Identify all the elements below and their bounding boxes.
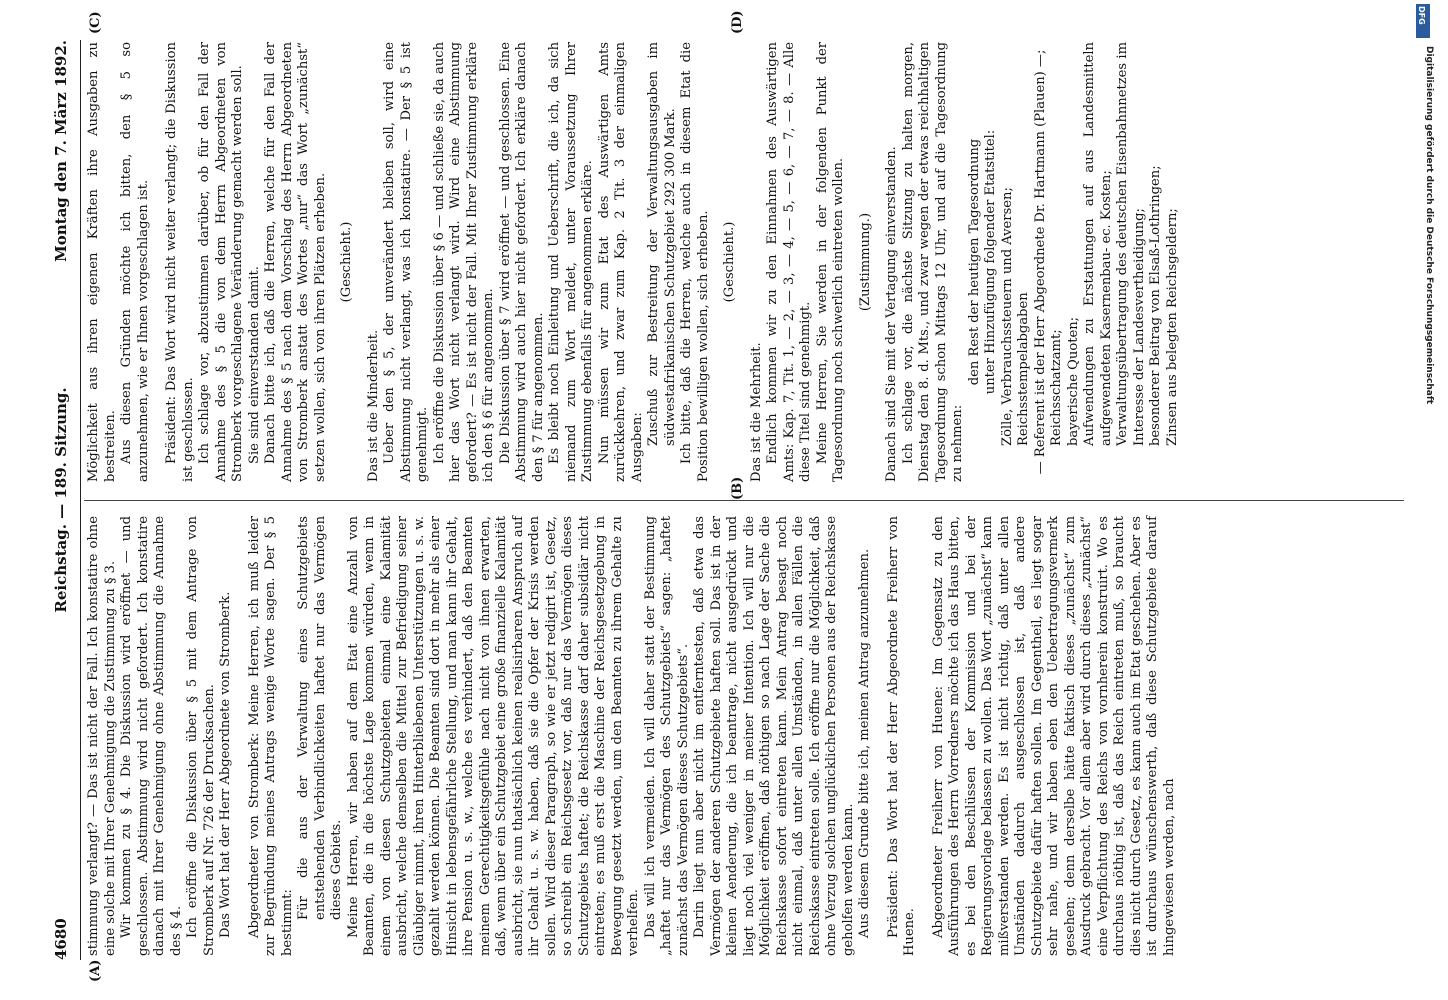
stage-direction: (Zustimmung.)	[857, 212, 873, 312]
agenda-item: Zinsen aus belegten Reichsgeldern;	[1164, 208, 1180, 446]
president-statement: Präsident: Das Wort hat der Herr Abgeordnete Freiherr von Huene.	[885, 516, 917, 956]
paragraph: Ich schlage vor, abzustimmen darüber, ob für den Fall der Annahme des § 5 die von dem Herrn Abgeordneten von Stromberk vorgeschlagene Veränderung gemacht werden soll.	[197, 42, 245, 482]
paragraph: Die Diskussion über § 7 wird eröffnet — und geschlossen. Eine Abstimmung wird auch hier nicht gefordert. Ich erkläre danach den § 7 für angenommen.	[497, 42, 546, 482]
paragraph: Das ist die Minderheit.	[365, 329, 381, 482]
running-title-right: Montag den 7. März 1892.	[52, 40, 70, 262]
margin-mark-d: (D)	[730, 10, 745, 34]
speech-huene: Abgeordneter Freiherr von Huene: Im Gegensatz zu den Ausführungen des Herrn Vorredners möchte ich das Haus bitten, es bei den Beschlüssen der Kommission und bei der Regierungsvorlage belassen zu wollen. Das Wort „zunächst“ kann mißverstanden werden. Es ist nicht richtig, daß unter allen Umständen dadurch ausgeschlossen ist, daß andere Schutzgebiete dafür haften sollen. Im Gegentheil, es liegt sogar sehr nahe, und wir haben eben den Uebertragungsvermerk gesehen; denn derselbe hätte faktisch dieses „zunächst“ zum Ausdruck gebracht. Vor allem aber wird durch dieses „zunächst“ eine Verpflichtung des Reichs von vornherein konstruirt. Wo es durchaus nöthig ist, daß das Reich eintreten muß, so braucht dies nicht durch Gesetz, es kann auch im Etat geschehen. Aber es ist durchaus wünschenswerth, daß diese Schutzgebiete darauf hingewiesen werden, nach	[930, 516, 1177, 956]
budget-item: Zuschuß zur Bestreitung der Verwaltungsausgaben im südwestafrikanischen Schutzgebiet 292 300 Mark.	[646, 42, 678, 446]
paragraph: stimmung verlangt? — Das ist nicht der Fall. Ich konstatire ohne eine solche mit Ihrer Genehmigung die Zustimmung zu § 3.	[86, 516, 118, 956]
right-column	[86, 42, 1181, 482]
dfg-logo-icon	[1416, 4, 1430, 38]
quoted-paragraph: Für die aus der Verwaltung eines Schutzgebiets entstehenden Verbindlichkeiten haftet nur das Vermögen dieses Gebiets.	[296, 516, 344, 920]
paragraph: Nun müssen wir zum Etat des Auswärtigen Amts zurückkehren, und zwar zum Kap. 2 Tit. 3 der einmaligen Ausgaben:	[596, 42, 645, 482]
running-header	[48, 40, 76, 960]
agenda-item: Reichsstempelabgaben	[1016, 292, 1031, 446]
page-number: 4680	[52, 918, 70, 960]
agenda-item: Aufwendungen zu Erstattungen auf aus Landesmitteln aufgewendeten Kasernenbau- ec. Kosten;	[1082, 42, 1114, 446]
agenda-item: Reichsschatzamt;	[1049, 329, 1064, 446]
paragraph: Das will ich vermeiden. Ich will daher statt der Bestimmung „haftet nur das Vermögen des Schutzgebiets“ sagen: „haftet zunächst das Vermögen dieses Schutzgebiets“.	[642, 516, 691, 956]
agenda-item: bayerische Quoten;	[1065, 316, 1081, 446]
agenda-item: Zölle, Verbrauchssteuern und Aversen;	[999, 187, 1015, 446]
paragraph: Danach sind Sie mit der Vertagung einverstanden.	[884, 146, 899, 482]
paragraph: Es bleibt noch Einleitung und Ueberschrift, die ich, da sich niemand zum Wort meldet, unter Voraussetzung Ihrer Zustimmung ebenfalls für angenommen erkläre.	[547, 42, 595, 482]
agenda-item: besonderer Beitrag von Elsaß-Lothringen;	[1148, 165, 1163, 446]
agenda-line: unter Hinzufügung folgender Etatstitel:	[983, 129, 998, 395]
left-column	[86, 516, 1178, 956]
digitization-notice: Digitalisierung gefördert durch die Deutsche Forschungsgemeinschaft	[1424, 46, 1434, 405]
paragraph: Ich eröffne die Diskussion über § 6 — und schließe sie, da auch hier das Wort nicht verlangt wird. Wird eine Abstimmung gefordert? — Es ist nicht der Fall. Mit Ihrer Zustimmung erkläre ich den § 6 für angenommen.	[431, 42, 496, 482]
paragraph: Aus diesem Grunde bitte ich, meinen Antrag anzunehmen.	[857, 548, 872, 938]
margin-mark-b: (B)	[730, 476, 745, 500]
agenda-line: den Rest der heutigen Tagesordnung	[966, 138, 982, 386]
paragraph: Ich schlage vor, die nächste Sitzung zu halten morgen, Dienstag den 8. d. Mts., und zwar wegen der etwas reichhaltigen Tagesordnung schon Mittags 12 Uhr, und auf die Tagesordnung zu nehmen:	[900, 42, 965, 482]
paragraph: Ich bitte, daß die Herren, welche auch in diesem Etat die Position bewilligen wollen, sich erheben.	[679, 42, 711, 482]
paragraph: Das ist die Mehrheit.	[748, 342, 764, 482]
agenda-note: — Referent ist der Herr Abgeordnete Dr. Hartmann (Plauen) —;	[1032, 49, 1048, 475]
agenda-item: Verwaltungsübertragung des deutschen Eisenbahnnetzes im Interesse der Landesvertheidigung;	[1115, 42, 1147, 446]
margin-mark-c: (C)	[88, 11, 103, 34]
paragraph: Ueber den § 5, der unverändert bleiben soll, wird eine Abstimmung nicht verlangt, was ich konstatire. — Der § 5 ist genehmigt.	[382, 42, 430, 482]
paragraph: Endlich kommen wir zu den Einnahmen des Auswärtigen Amts: Kap. 7, Tit. 1, — 2, — 3, — 4, — 5, — 6, — 7, — 8. — Alle diese Titel sind genehmigt.	[765, 42, 813, 482]
dfg-logo-text: DFG	[1417, 6, 1426, 25]
margin-mark-a: (A)	[88, 959, 103, 982]
paragraph: Wir kommen zu § 4. Die Diskussion wird eröffnet — und geschlossen. Abstimmung wird nicht gefordert. Ich konstatire danach mit Ihrer Genehmigung ohne Abstimmung die Annahme des § 4.	[119, 516, 184, 956]
paragraph: Das Wort hat der Herr Abgeordnete von Stromberk.	[218, 591, 233, 938]
stage-direction: (Geschieht.)	[722, 221, 737, 303]
paragraph: Aus diesen Gründen möchte ich bitten, den § 5 so anzunehmen, wie er Ihnen vorgeschlagen ist.	[119, 42, 151, 482]
paragraph: Danach bitte ich, daß die Herren, welche für den Fall der Annahme des § 5 nach dem Vorschlag des Herrn Abgeordneten von Stromberk anstatt des Wortes „nur“ das Wort „zunächst“ setzen wollen, sich von ihren Plätzen erheben.	[263, 42, 328, 482]
stage-direction: (Geschieht.)	[339, 221, 354, 303]
paragraph: Ich eröffne die Diskussion über § 5 mit dem Antrage von Stromberk auf Nr. 726 der Drucksachen.	[185, 516, 217, 956]
paragraph: Meine Herren, Sie werden in der folgenden Punkt der Tagesordnung noch schwerlich eintreten wollen.	[814, 42, 846, 482]
column-divider	[84, 500, 1404, 501]
president-statement: Präsident: Das Wort wird nicht weiter verlangt; die Diskussion ist geschlossen.	[164, 42, 196, 482]
paragraph: Darin liegt nun aber nicht im entferntesten, daß etwa das Vermögen der anderen Schutzgebiete haften soll. Das ist in der kleinen Aenderung, die ich beantrage, nicht ausgedrückt und liegt noch viel weniger in meiner Intention. Ich will nur die Möglichkeit eröffnen, daß nöthigen so nach Lage der Sache die Reichskasse sofort eintreten kann. Mein Antrag besagt noch nicht einmal, daß unter allen Umständen, in allen Fällen die Reichskasse eintreten solle. Ich eröffne nur die Möglichkeit, daß ohne Verzug solchen unglücklichen Personen aus der Reichskasse geholfen werden kann.	[692, 516, 856, 956]
paragraph: Möglichkeit aus ihren eigenen Kräften ihre Ausgaben zu bestreiten.	[86, 42, 118, 482]
digitization-footer	[1420, 6, 1448, 966]
speech-stromberk: Abgeordneter von Stromberk: Meine Herren, ich muß leider zur Begründung meines Antrags wenige Worte sagen. Der § 5 bestimmt:	[246, 516, 295, 956]
paragraph: Meine Herren, wir haben auf dem Etat eine Anzahl von Beamten, die in die höchste Lage kommen würden, wenn in einem von diesen Schutzgebieten einmal eine Kalamität ausbricht, welche demselben die Mittel zur Befriedigung seiner Gläubiger nimmt, ihren Hinterbliebenen Unterstützungen u. s. w. gezahlt werden können. Die Beamten sind dort in mehr als einer Hinsicht in lebensgefährliche Stellung, und man kann ihr Gehalt, ihre Pension u. s. w., welche es verhindert, daß den Beamten meinem Gerechtigkeitsgefühle nach nicht von ihnen erwarten, daß, wenn über ein Schutzgebiet eine große finanzielle Kalamität ausbricht, sie nun thatsächlich keinen realisirbaren Anspruch auf ihr Gehalt u. s. w. haben, daß sie die Opfer der Krisis werden sollen. Wird dieser Paragraph, so wie er jetzt redigirt ist, Gesetz, so schreibt ein Reichsgesetz vor, daß nur das Vermögen dieses Schutzgebiets haftet; die Reichskasse darf daher subsidiär nicht eintreten; es muß erst die Maschine der Reichsgesetzgebung in Bewegung gesetzt werden, um den Beamten zu ihrem Gehalte zu verhelfen.	[345, 516, 641, 956]
header-rule	[80, 40, 81, 960]
paragraph: Sie sind einverstanden damit.	[246, 266, 262, 464]
running-title-left: Reichstag. — 189. Sitzung.	[52, 387, 70, 613]
